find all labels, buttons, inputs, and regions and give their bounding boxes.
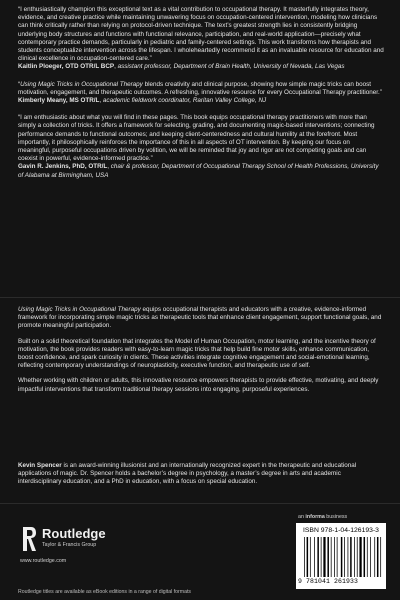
book-title-ref: Using Magic Tricks in Occupational Therapy xyxy=(20,80,143,88)
book-title-ref: Using Magic Tricks in Occupational Therapy xyxy=(18,306,141,313)
informa-suffix: business xyxy=(324,514,348,520)
description-text: equips occupational therapists and educators with a creative, evidence-informed framework for incorporating simple magic tricks as therapeutic tools that enhance client engagement, support functional goals, and promote meaningful participation. xyxy=(18,306,382,330)
author-name: Kevin Spencer xyxy=(18,462,62,469)
endorser-role: academic fieldwork coordinator, Raritan Valley College, NJ xyxy=(102,97,267,105)
publisher-group: Taylor & Francis Group xyxy=(42,542,97,548)
publisher-url[interactable]: www.routledge.com xyxy=(20,558,67,564)
footer-divider xyxy=(0,503,400,504)
informa-prefix: an xyxy=(298,514,306,520)
endorsement-text: “I am enthusiastic about what you will find in these pages. This book equips occupational therapy practitioners with more than simply a collection of tricks. It offers a framework for selecting, grading, and documenting magic-based interventions; connecting performance demands to functional outcomes; and keeping client-centeredness and cultural humility at the forefront. Most importantly, it philosophically reinforces the importance of this in all aspects of OT intervention. By keeping our focus on meaningful, purposeful occupations driven by volition, we will be reminded that joy and rigor are not competing goals and can coexist in powerful, evidence-informed practice.” xyxy=(18,114,375,163)
ebook-note: Routledge titles are available as eBook editions in a range of digital formats xyxy=(18,589,192,595)
description-paragraph: Built on a solid theoretical foundation that integrates the Model of Human Occupation, motor learning, and the incentive theory of motivation, the book provides readers with easy-to-learn magic tricks that help build fine motor skills, enhance communication, boost confidence, and spark curiosity in clients. These activities integrate cognitive engagement and social-emotional learning, reflecting contemporary understandings of neuroplasticity, executive function, and therapeutic use of self. xyxy=(18,337,376,370)
book-description xyxy=(18,306,384,401)
routledge-logo-icon xyxy=(20,525,38,553)
author-bio xyxy=(18,462,384,487)
endorsements xyxy=(18,6,384,189)
barcode-bars xyxy=(304,537,382,577)
isbn-label: ISBN 978-1-04-126193-3 xyxy=(303,527,379,534)
barcode-digits: 9 781041 261933 xyxy=(298,578,359,585)
publisher-logo xyxy=(20,525,170,565)
endorsement xyxy=(18,6,384,72)
endorsement-text: “I enthusiastically champion this exceptional text as a vital contribution to occupational therapy. It masterfully integrates theory, evidence, and creative practice while maintaining unwavering focus on occupation-centered intervention, modeling how clinicians can think critically rather than relying on protocol-driven technique. The text’s greatest strength lies in consistently bridging underlying body structures and functions with functional relevance, participation, and real-world application—precisely what contemporary practice demands, particularly in pediatric and family-centered settings. This work transforms how therapists and students conceptualize intervention across the lifespan. I wholeheartedly recommend it as an invaluable resource for education and clinical excellence in occupation-centered care.” xyxy=(18,6,384,63)
endorsement xyxy=(18,114,384,180)
informa-brand: informa xyxy=(305,514,325,520)
informa-tagline xyxy=(298,514,347,520)
endorser-name: Kaitlin Ploeger, OTD OTR/L BCP xyxy=(18,63,115,71)
quote-mark: “ xyxy=(18,80,21,88)
endorsement-attribution: Gavin R. Jenkins, PhD, OTR/L, chair & professor, Department of Occupational Therapy School of Health Professions, University of Alabama at Birmingham, USA xyxy=(18,163,379,179)
endorsement-body: blends creativity and clinical purpose, showing how simple magic tricks can boost motivation, engagement, and therapeutic outcomes. A refreshing, innovative resource for every Occupational Therapy practitioner.” xyxy=(18,80,382,96)
barcode xyxy=(296,523,386,589)
description-paragraph: Whether working with children or adults, this innovative resource empowers therapists to provide effective, motivating, and deeply impactful interventions that transform traditional therapy sessions into engaging, purposeful experiences. xyxy=(18,377,379,393)
endorser-name: Kimberly Meany, MS OTR/L xyxy=(18,97,100,105)
endorser-role: chair & professor, Department of Occupational Therapy School of Health Professions, University of Alabama at Birmingham, USA xyxy=(18,163,379,179)
endorser-name: Gavin R. Jenkins, PhD, OTR/L xyxy=(18,163,108,171)
endorser-role: assistant professor, Department of Brain Health, University of Nevada, Las Vegas xyxy=(117,63,345,71)
publisher-name: Routledge xyxy=(42,526,106,541)
endorsement-text xyxy=(18,81,384,97)
description-paragraph xyxy=(18,306,384,331)
endorsement xyxy=(18,81,384,106)
section-divider xyxy=(0,297,400,298)
endorsement-attribution: Kimberly Meany, MS OTR/L, academic fieldwork coordinator, Raritan Valley College, NJ xyxy=(18,97,267,105)
endorsement-attribution: Kaitlin Ploeger, OTD OTR/L BCP, assistant professor, Department of Brain Health, University of Nevada, Las Vegas xyxy=(18,63,345,71)
bio-text: is an award-winning illusionist and an internationally recognized expert in the therapeutic and educational applications of magic. Dr. Spencer holds a bachelor’s degree in psychology, a master’s degree in arts and academic interdisciplinary education, and a PhD in education, with a focus on special education. xyxy=(18,462,357,486)
